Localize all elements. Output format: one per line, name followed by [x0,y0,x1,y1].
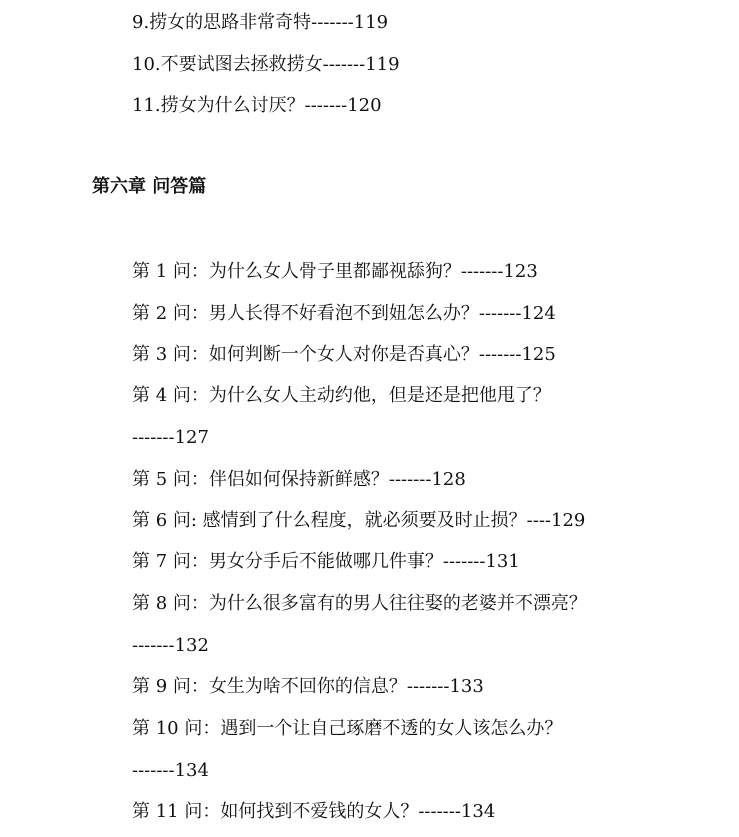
qa-line-continuation: -------134 [132,760,209,781]
qa-line: 第 5 问：伴侣如何保持新鲜感？-------128 [132,469,466,490]
qa-line: 第 1 问：为什么女人骨子里都鄙视舔狗？-------123 [132,261,538,282]
toc-line: 9.捞女的思路非常奇特-------119 [132,12,389,33]
qa-line: 第 8 问：为什么很多富有的男人往往娶的老婆并不漂亮？ [132,593,587,614]
qa-line: 第 11 问：如何找到不爱钱的女人？-------134 [132,801,496,822]
chapter-heading: 第六章 问答篇 [92,176,207,197]
qa-line: 第 3 问：如何判断一个女人对你是否真心？-------125 [132,344,556,365]
qa-line-continuation: -------127 [132,427,209,448]
toc-line: 10.不要试图去拯救捞女-------119 [132,54,400,75]
qa-line-continuation: -------132 [132,635,209,656]
qa-line: 第 7 问：男女分手后不能做哪几件事？-------131 [132,551,520,572]
qa-line: 第 9 问：女生为啥不回你的信息？-------133 [132,676,484,697]
qa-line: 第 2 问：男人长得不好看泡不到妞怎么办？-------124 [132,303,556,324]
qa-line: 第 4 问：为什么女人主动约他，但是还是把他甩了？ [132,385,551,406]
qa-line: 第 6 问: 感情到了什么程度，就必须要及时止损？----129 [132,510,586,531]
toc-line: 11.捞女为什么讨厌？-------120 [132,95,382,116]
qa-line: 第 10 问：遇到一个让自己琢磨不透的女人该怎么办？ [132,718,563,739]
